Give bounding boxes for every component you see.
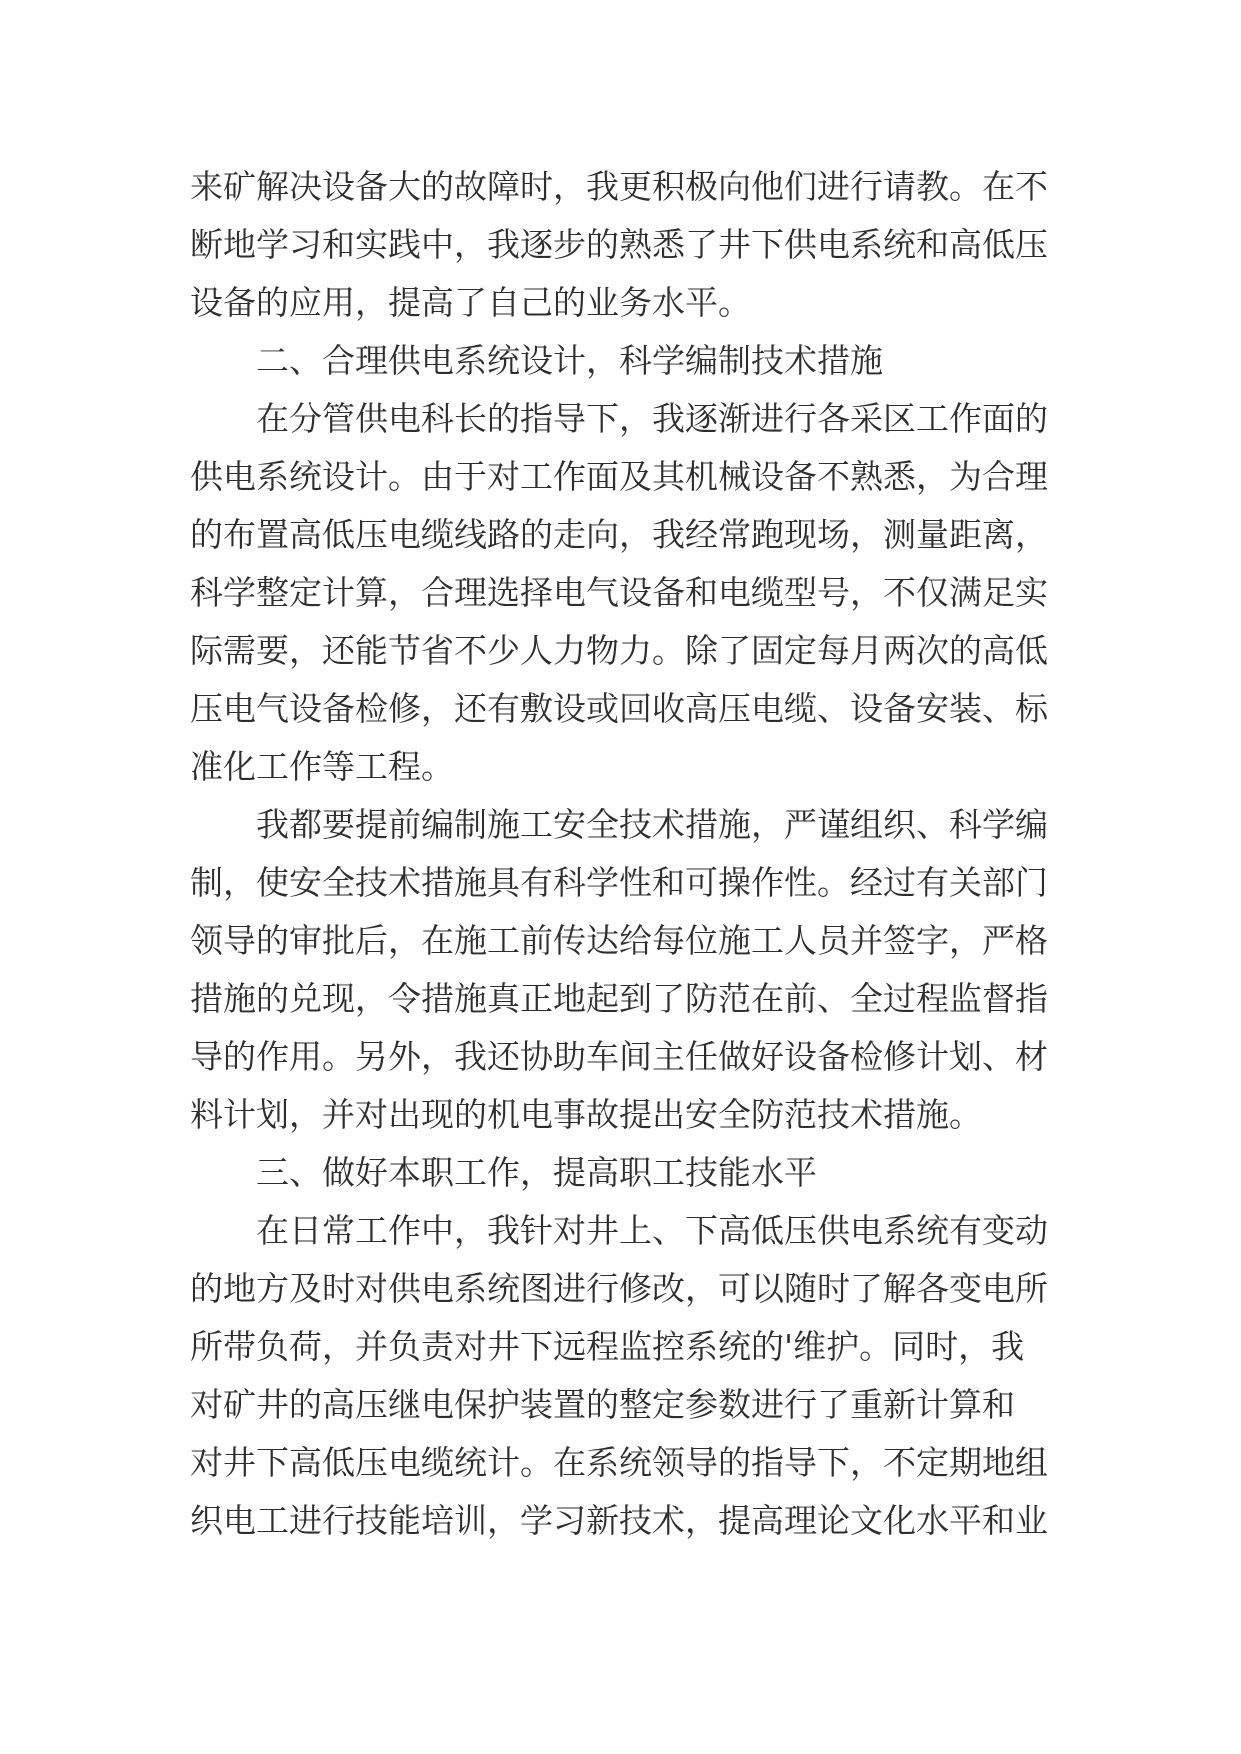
text-line: 来矿解决设备大的故障时，我更积极向他们进行请教。在不 xyxy=(190,167,1048,206)
text-line: 所带负荷，并负责对井下远程监控系统的'维护。同时，我 xyxy=(190,1327,1025,1366)
text-line: 断地学习和实践中，我逐步的熟悉了井下供电系统和高低压 xyxy=(190,225,1048,264)
text-line: 三、做好本职工作，提高职工技能水平 xyxy=(256,1153,817,1192)
text-line: 制，使安全技术措施具有科学性和可操作性。经过有关部门 xyxy=(190,863,1048,902)
text-line: 供电系统设计。由于对工作面及其机械设备不熟悉，为合理 xyxy=(190,457,1048,496)
text-line: 在日常工作中，我针对井上、下高低压供电系统有变动 xyxy=(256,1211,1048,1250)
text-line: 我都要提前编制施工安全技术措施，严谨组织、科学编 xyxy=(256,805,1048,844)
text-line: 在分管供电科长的指导下，我逐渐进行各采区工作面的 xyxy=(256,399,1048,438)
text-line: 二、合理供电系统设计，科学编制技术措施 xyxy=(256,341,883,380)
text-line: 的地方及时对供电系统图进行修改，可以随时了解各变电所 xyxy=(190,1269,1048,1308)
text-line: 措施的兑现，令措施真正地起到了防范在前、全过程监督指 xyxy=(190,979,1048,1018)
text-line: 际需要，还能节省不少人力物力。除了固定每月两次的高低 xyxy=(190,631,1048,670)
text-line: 织电工进行技能培训，学习新技术，提高理论文化水平和业 xyxy=(190,1501,1048,1540)
text-line: 科学整定计算，合理选择电气设备和电缆型号，不仅满足实 xyxy=(190,573,1048,612)
text-line: 准化工作等工程。 xyxy=(190,747,454,786)
text-line: 设备的应用，提高了自己的业务水平。 xyxy=(190,283,751,322)
text-line: 导的作用。另外，我还协助车间主任做好设备检修计划、材 xyxy=(190,1037,1048,1076)
document-lines xyxy=(190,158,1056,1550)
text-line: 料计划，并对出现的机电事故提出安全防范技术措施。 xyxy=(190,1095,982,1134)
text-line: 对井下高低压电缆统计。在系统领导的指导下，不定期地组 xyxy=(190,1443,1048,1482)
text-line: 对矿井的高压继电保护装置的整定参数进行了重新计算和 xyxy=(190,1385,1015,1424)
text-line: 领导的审批后，在施工前传达给每位施工人员并签字，严格 xyxy=(190,921,1048,960)
text-line: 压电气设备检修，还有敷设或回收高压电缆、设备安装、标 xyxy=(190,689,1048,728)
text-line: 的布置高低压电缆线路的走向，我经常跑现场，测量距离， xyxy=(190,515,1048,554)
